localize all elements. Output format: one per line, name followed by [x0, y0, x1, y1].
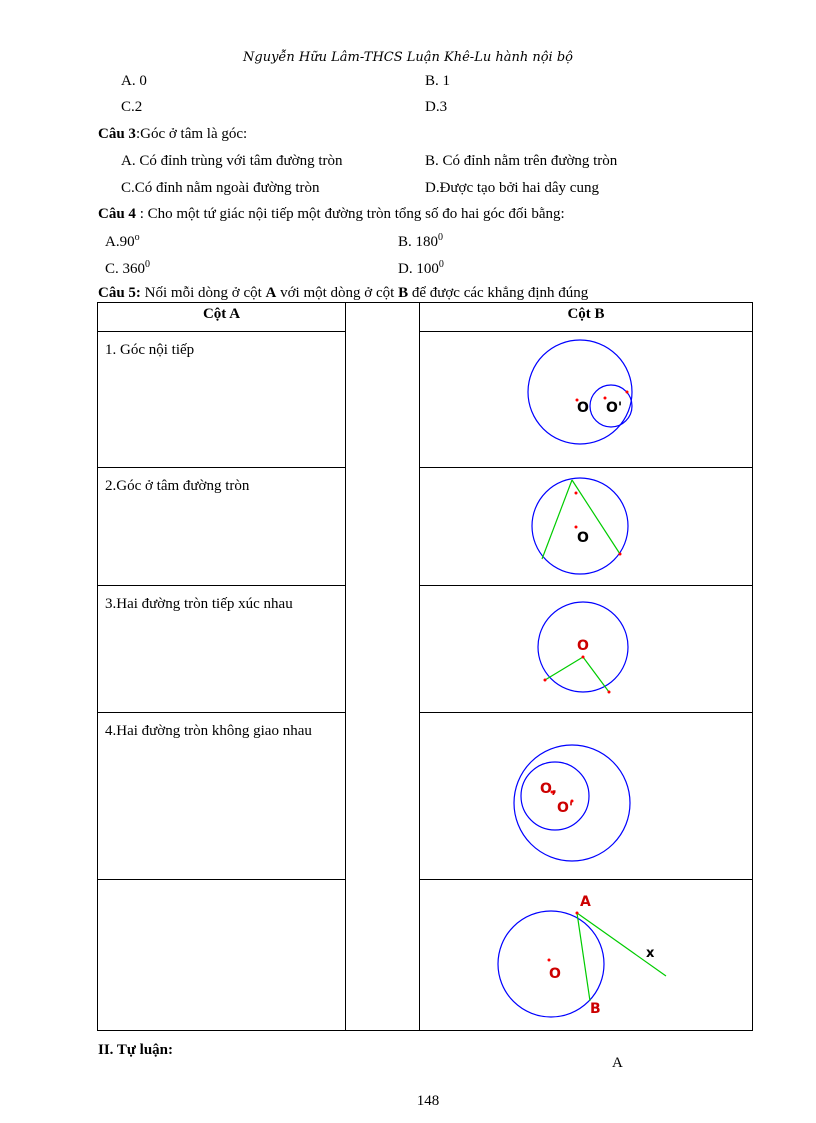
- q4-option-c-sup: 0: [145, 259, 151, 270]
- q5-label: Câu 5:: [98, 285, 141, 301]
- label-b: B: [590, 1001, 601, 1017]
- figure-tangent-chord-angle: [420, 880, 752, 1030]
- table-row-1-col-b: [419, 331, 753, 468]
- label-o-comma: O,: [540, 781, 557, 797]
- stray-letter-a: A: [612, 1055, 623, 1071]
- label-a: A: [580, 894, 591, 910]
- large-circle: [528, 340, 632, 444]
- point-a: [576, 912, 579, 915]
- middle-column: [345, 302, 420, 1031]
- label-o: O: [577, 638, 589, 654]
- tangent-ax: [577, 913, 666, 976]
- label-o-prime: O': [557, 800, 574, 816]
- q4-option-a: [105, 232, 140, 251]
- radius-left: [545, 657, 583, 680]
- q4-option-d-value: D. 100: [398, 261, 439, 277]
- row-2-text: 2.Góc ở tâm đường tròn: [105, 478, 250, 494]
- col-a-header-cell: [97, 302, 346, 332]
- q4-option-b-value: B. 180: [398, 234, 439, 250]
- q3-label: Câu 3: [98, 126, 136, 142]
- col-b-header-cell: [419, 302, 753, 332]
- table-row-3-col-a: [97, 585, 346, 713]
- col-b-header: Cột B: [567, 306, 605, 322]
- page-header: Nguyễn Hữu Lâm-THCS Luận Khê-Lu hành nội bộ: [243, 50, 573, 65]
- q5-cola-ref: A: [265, 285, 277, 301]
- q2-option-c: C.2: [121, 99, 143, 115]
- end-point: [619, 553, 622, 556]
- col-a-header: Cột A: [202, 306, 241, 322]
- row-4-text: 4.Hai đường tròn không giao nhau: [105, 723, 312, 739]
- table-row-3-col-b: [419, 585, 753, 713]
- table-row-4-col-a: [97, 712, 346, 880]
- center-point: [582, 656, 585, 659]
- figure-nested-circles: [420, 713, 752, 879]
- q5-colb-ref: B: [398, 285, 409, 301]
- matching-table: [97, 302, 752, 1030]
- label-o: O: [577, 400, 589, 416]
- q2-option-d: D.3: [425, 99, 448, 115]
- q4-option-a-sup: o: [134, 232, 140, 243]
- table-row-5-col-b: [419, 879, 753, 1031]
- end-point-left: [544, 679, 547, 682]
- table-row-4-col-b: [419, 712, 753, 880]
- label-x: x: [646, 946, 655, 961]
- vertex-point: [575, 492, 578, 495]
- label-o: O: [577, 530, 589, 546]
- q5-text-mid: với một dòng ở cột: [276, 285, 399, 301]
- table-row-1-col-a: [97, 331, 346, 468]
- tangent-point: [626, 391, 629, 394]
- figure-inscribed-angle: [420, 468, 752, 585]
- q4-option-b-sup: 0: [438, 232, 444, 243]
- table-row-2-col-b: [419, 467, 753, 586]
- q4-label: Câu 4: [98, 206, 136, 222]
- label-o: O: [549, 966, 561, 982]
- table-row-2-col-a: [97, 467, 346, 586]
- q4-question: [98, 206, 565, 223]
- q3-option-d: D.Được tạo bởi hai dây cung: [425, 180, 599, 196]
- figure-internally-tangent-circles: [420, 332, 752, 467]
- q4-text: : Cho một tứ giác nội tiếp một đường tròn tổng số đo hai góc đối bằng:: [135, 206, 565, 222]
- end-point-right: [608, 691, 611, 694]
- q2-option-a: A. 0: [121, 73, 147, 89]
- q5-question: [98, 285, 588, 302]
- q3-option-a: A. Có đỉnh trùng với tâm đường tròn: [121, 153, 343, 169]
- row-1-text: 1. Góc nội tiếp: [105, 342, 195, 358]
- figure-central-angle: [420, 586, 752, 712]
- q5-text-post: để được các khẳng định đúng: [408, 285, 589, 301]
- q5-text-pre: Nối mỗi dòng ở cột: [140, 285, 266, 301]
- radius-right: [583, 657, 609, 692]
- q4-option-c-value: C. 360: [105, 261, 146, 277]
- q2-option-b: B. 1: [425, 73, 451, 89]
- center-point: [548, 959, 551, 962]
- q4-option-b: [398, 232, 443, 251]
- q4-option-a-value: A.90: [105, 234, 135, 250]
- center-point: [575, 526, 578, 529]
- q4-option-d: [398, 259, 444, 278]
- q4-option-d-sup: 0: [438, 259, 444, 270]
- q3-option-c: C.Có đỉnh nằm ngoài đường tròn: [121, 180, 320, 196]
- q3-text: :Góc ở tâm là góc:: [135, 126, 248, 142]
- label-o-prime: O': [606, 400, 623, 416]
- table-row-5-col-a: [97, 879, 346, 1031]
- section-2-heading: II. Tự luận:: [98, 1042, 174, 1058]
- page-number: 148: [416, 1093, 440, 1109]
- circle: [498, 911, 604, 1017]
- row-3-text: 3.Hai đường tròn tiếp xúc nhau: [105, 596, 293, 612]
- q3-question: [98, 126, 247, 143]
- q4-option-c: [105, 259, 150, 278]
- q3-option-b: B. Có đỉnh nằm trên đường tròn: [425, 153, 618, 169]
